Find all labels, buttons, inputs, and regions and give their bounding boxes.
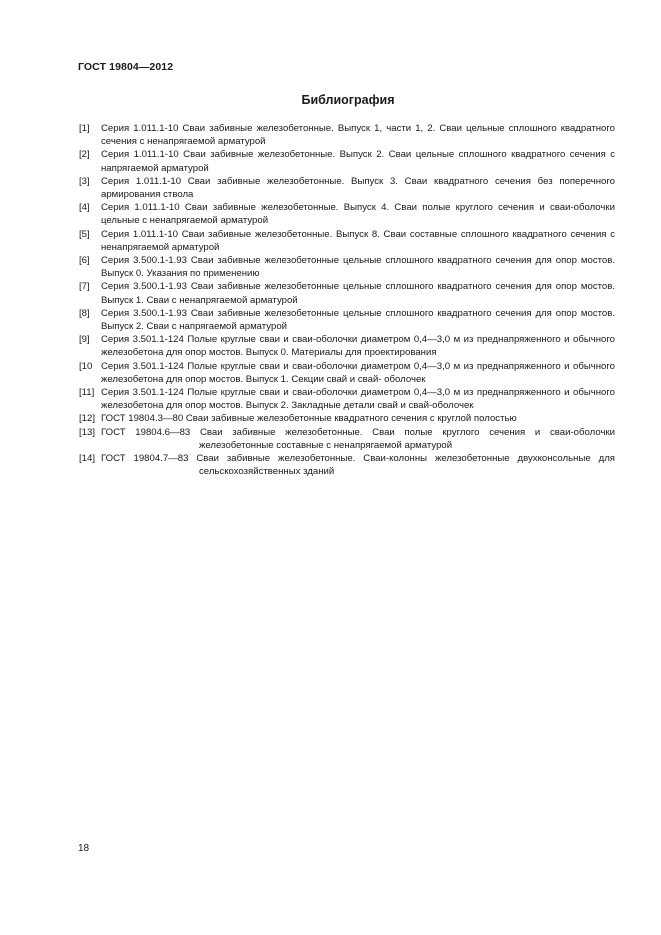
- bibliography-entry-13: [79, 426, 615, 452]
- entry-text: Серия 3.501.1-124 Полые круглые сваи и сваи-оболочки диаметром 0,4—3,0 м из преднапряженного и обычного железобетона для опор мостов. Выпуск 1. Секции свай и свай- оболочек: [101, 360, 615, 385]
- entry-number: [6]: [79, 255, 90, 267]
- page-number: 18: [78, 843, 90, 854]
- entry-text: Серия 1.011.1-10 Сваи забивные железобетонные. Выпуск 1, части 1, 2. Сваи цельные сплошного квадратного сечения с ненапрягаемой арматурой: [101, 123, 615, 148]
- document-header: ГОСТ 19804—2012: [78, 61, 174, 73]
- entry-text: Серия 3.501.1-124 Полые круглые сваи и сваи-оболочки диаметром 0,4—3,0 м из преднапряженного и обычного железобетона для опор мостов. Выпуск 2. Закладные детали свай и свай-оболочек: [101, 387, 615, 412]
- entry-text: ГОСТ 19804.6—83 Сваи забивные железобетонные. Сваи полые круглого сечения и сваи-оболочки железобетонные составные с ненапрягаемой арматурой: [101, 426, 615, 451]
- bibliography-entry-1: [79, 122, 615, 148]
- bibliography-entry-11: [79, 386, 615, 412]
- entry-number: [4]: [79, 202, 90, 214]
- entry-text: Серия 1.011.1-10 Сваи забивные железобетонные. Выпуск 8. Сваи составные сплошного квадратного сечения с ненапрягаемой арматурой: [101, 228, 615, 253]
- entry-text: Серия 3.501.1-124 Полые круглые сваи и сваи-оболочки диаметром 0,4—3,0 м из преднапряженного и обычного железобетона для опор мостов. Выпуск 0. Материалы для проектирования: [101, 334, 615, 359]
- entry-number: [9]: [79, 334, 90, 346]
- entry-number: [12]: [79, 413, 96, 425]
- entry-text: Серия 1.011.1-10 Сваи забивные железобетонные. Выпуск 2. Сваи цельные сплошного квадратного сечения с напрягаемой арматурой: [101, 149, 615, 174]
- bibliography-entry-7: [79, 280, 615, 306]
- entry-number: [5]: [79, 228, 90, 240]
- entry-number: [1]: [79, 123, 90, 134]
- bibliography-entry-5: [79, 228, 615, 254]
- entry-text: Серия 3.500.1-1.93 Сваи забивные железобетонные цельные сплошного квадратного сечения для опор мостов. Выпуск 2. Сваи с напрягаемой арматурой: [101, 307, 615, 333]
- bibliography-entry-2: [79, 148, 615, 174]
- entry-text: Серия 3.500.1-1.93 Сваи забивные железобетонные цельные сплошного квадратного сечения для опор мостов. Выпуск 0. Указания по применению: [101, 255, 615, 280]
- bibliography-entry-10: [79, 360, 615, 386]
- bibliography-list: [79, 122, 615, 478]
- entry-number: [2]: [79, 149, 90, 161]
- entry-text: ГОСТ 19804.7—83 Сваи забивные железобетонные. Сваи-колонны железобетонные двухконсольные для сельскохозяйственных зданий: [101, 453, 615, 478]
- entry-text: ГОСТ 19804.3—80 Сваи забивные железобетонные квадратного сечения с круглой полостью: [101, 413, 517, 425]
- bibliography-entry-9: [79, 333, 615, 359]
- entry-number: [8]: [79, 307, 90, 319]
- entry-number: [3]: [79, 175, 90, 187]
- bibliography-entry-6: [79, 254, 615, 280]
- entry-text: Серия 3.500.1-1.93 Сваи забивные железобетонные цельные сплошного квадратного сечения для опор мостов. Выпуск 1. Сваи с ненапрягаемой арматурой: [101, 281, 615, 306]
- entry-text: Серия 1.011.1-10 Сваи забивные железобетонные. Выпуск 3. Сваи квадратного сечения без поперечного армирования ствола: [101, 175, 615, 201]
- entry-number: [7]: [79, 281, 90, 293]
- bibliography-entry-8: [79, 307, 615, 333]
- bibliography-entry-12: [79, 412, 615, 425]
- entry-number: [13]: [79, 426, 96, 438]
- entry-number: [10: [79, 360, 93, 372]
- entry-text: Серия 1.011.1-10 Сваи забивные железобетонные. Выпуск 4. Сваи полые круглого сечения и сваи-оболочки цельные с ненапрягаемой арматурой: [101, 202, 615, 227]
- page-title: Библиография: [301, 93, 395, 107]
- bibliography-entry-14: [79, 452, 615, 478]
- entry-number: [14]: [79, 453, 96, 465]
- bibliography-entry-4: [79, 201, 615, 227]
- bibliography-entry-3: [79, 175, 615, 201]
- entry-number: [11]: [79, 387, 95, 399]
